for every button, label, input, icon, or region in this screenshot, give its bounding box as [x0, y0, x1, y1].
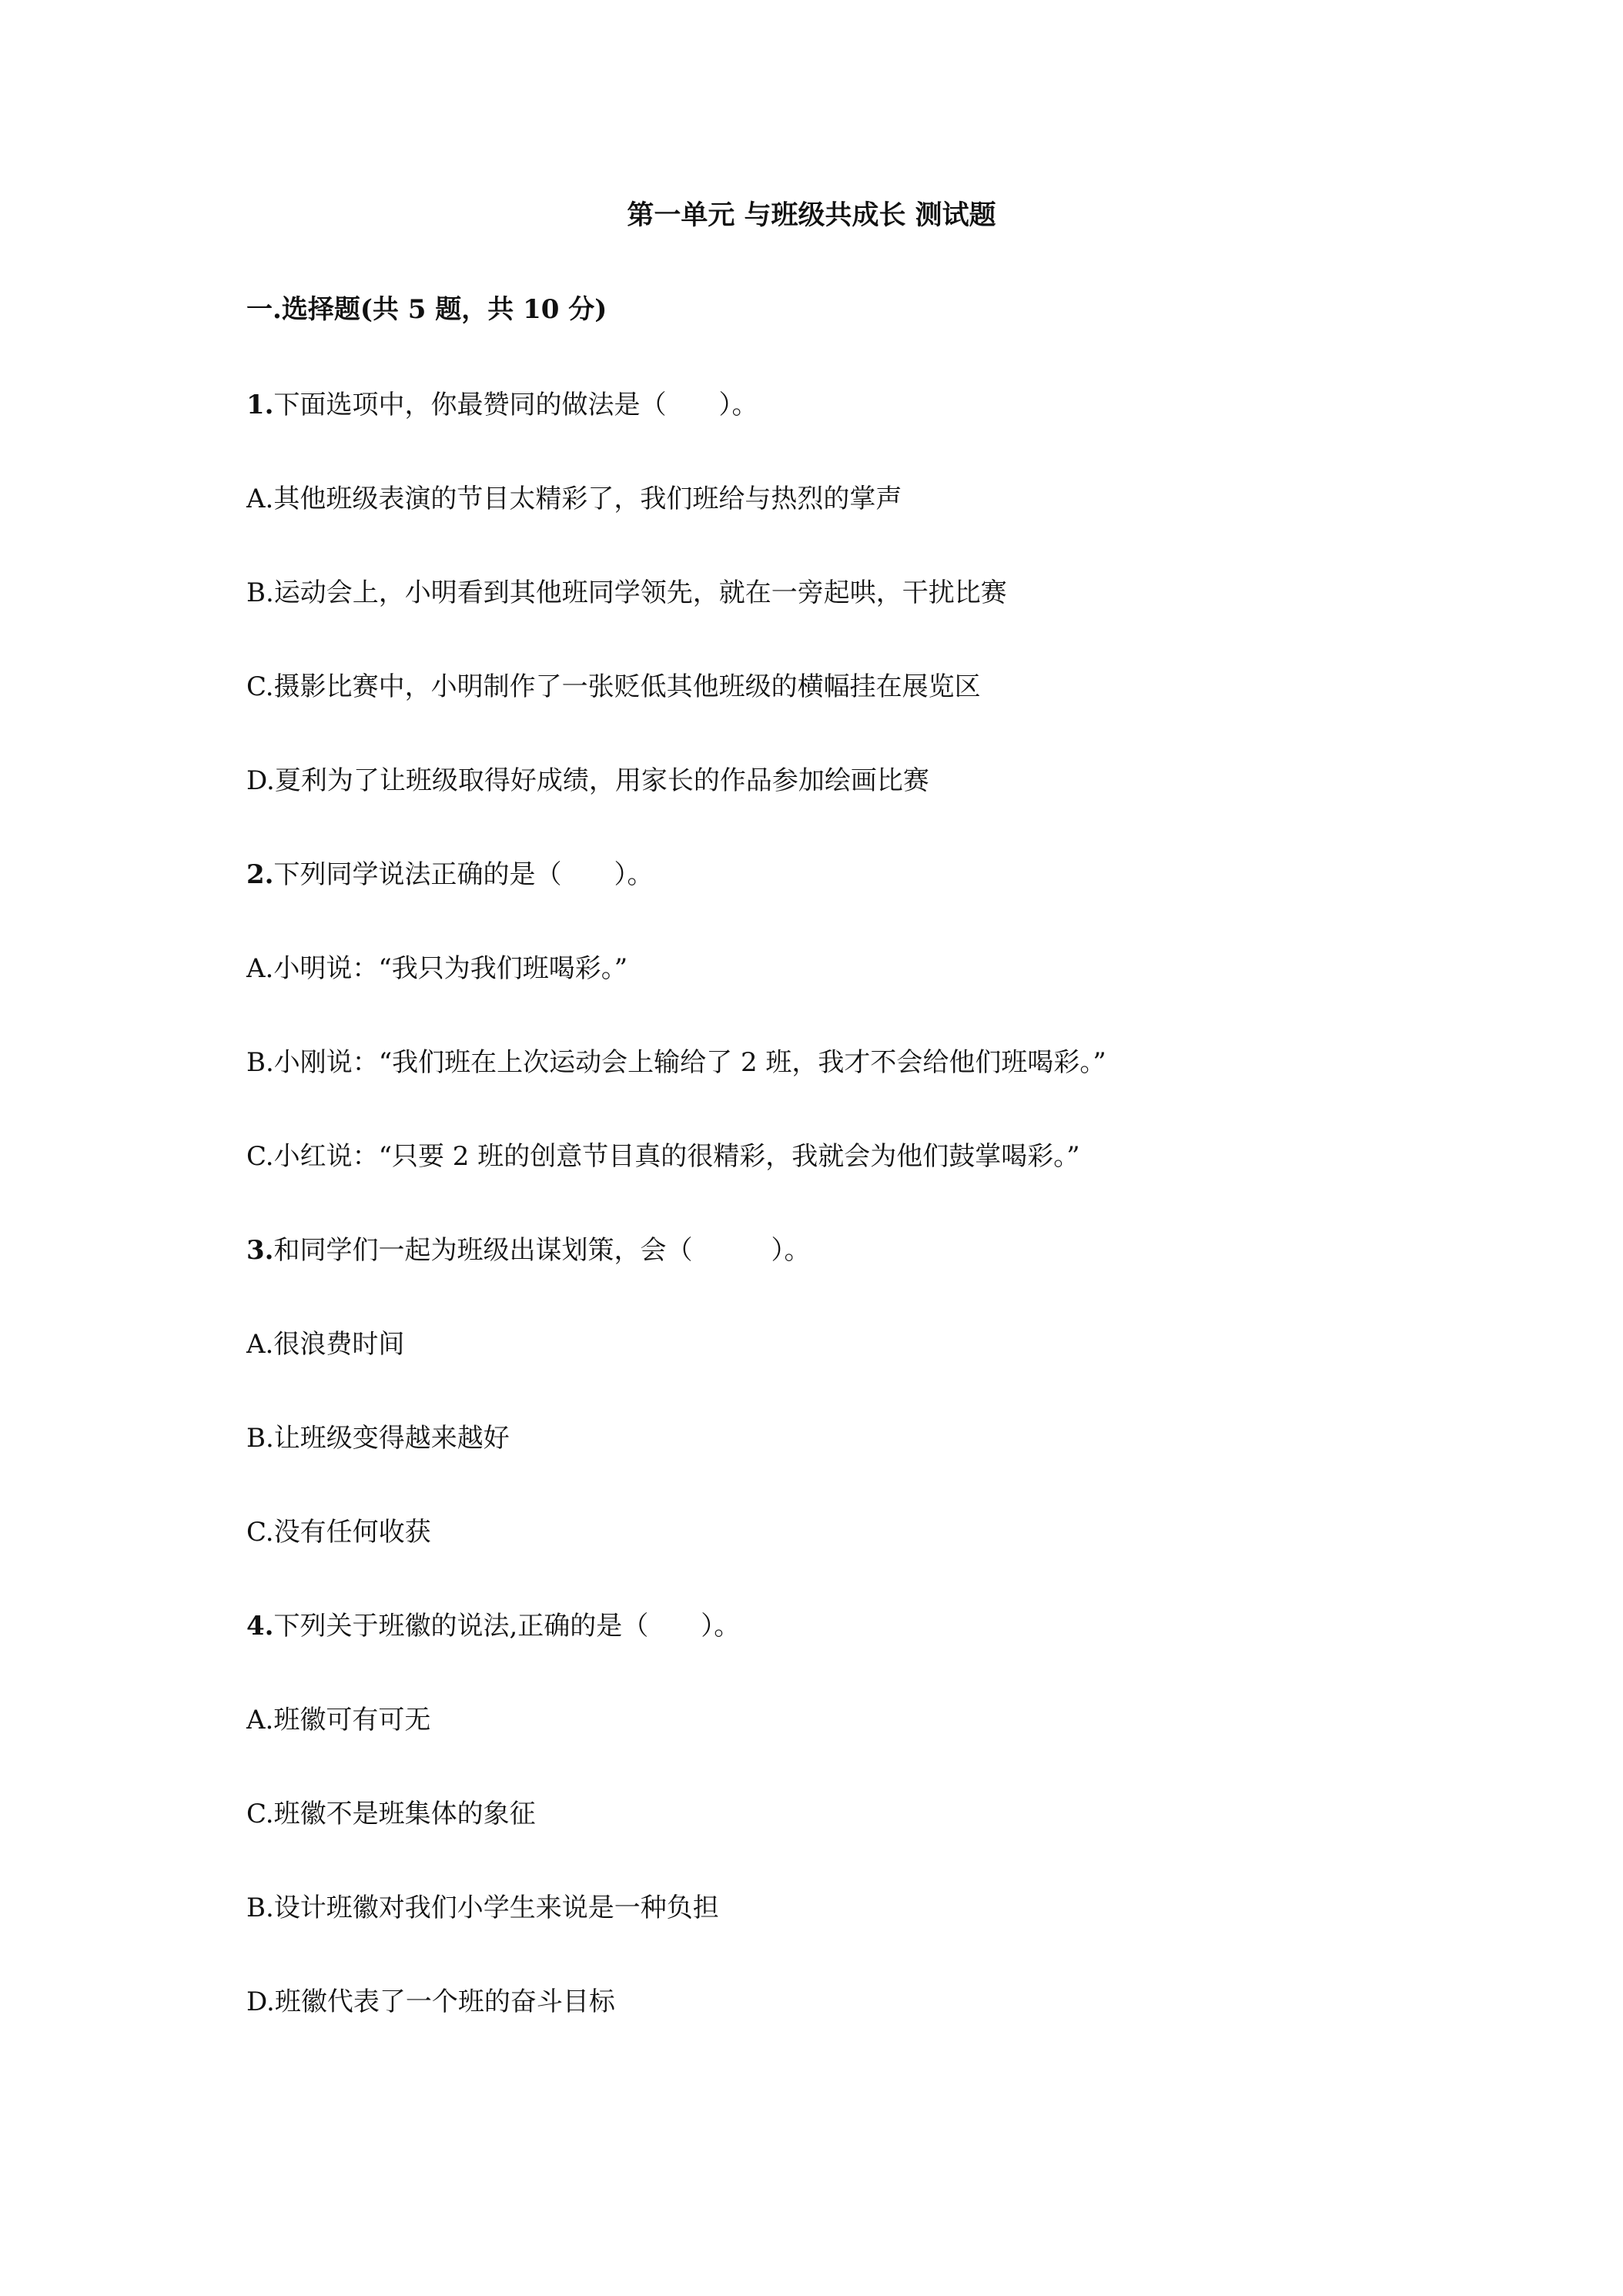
question-2-option-c: C.小红说：“只要 2 班的创意节目真的很精彩，我就会为他们鼓掌喝彩。”: [246, 1141, 1080, 1172]
question-4-option-d: D.班徽代表了一个班的奋斗目标: [246, 1986, 615, 2017]
question-3: [246, 1233, 811, 1267]
question-1-option-d: D.夏利为了让班级取得好成绩，用家长的作品参加绘画比赛: [246, 765, 929, 796]
question-1-option-a: A.其他班级表演的节目太精彩了，我们班给与热烈的掌声: [246, 484, 902, 514]
question-text: 下列同学说法正确的是（ ）。: [273, 859, 654, 890]
question-4: [246, 1609, 740, 1643]
question-number: 3.: [246, 1235, 274, 1266]
question-text: 下面选项中，你最赞同的做法是（ ）。: [273, 390, 758, 420]
question-number: 1.: [246, 390, 274, 420]
question-2-option-a: A.小明说：“我只为我们班喝彩。”: [246, 953, 628, 984]
question-3-option-b: B.让班级变得越来越好: [246, 1423, 510, 1454]
section-heading: 一.选择题(共 5 题，共 10 分): [246, 294, 607, 325]
question-number: 2.: [246, 859, 274, 890]
question-number: 4.: [246, 1611, 274, 1642]
question-4-option-a: A.班徽可有可无: [246, 1705, 431, 1735]
question-1-option-b: B.运动会上，小明看到其他班同学领先，就在一旁起哄，干扰比赛: [246, 577, 1007, 608]
question-4-option-c: C.班徽不是班集体的象征: [246, 1799, 536, 1829]
question-text: 下列关于班徽的说法,正确的是（ ）。: [273, 1611, 741, 1642]
question-2-option-b: B.小刚说：“我们班在上次运动会上输给了 2 班，我才不会给他们班喝彩。”: [246, 1047, 1106, 1078]
question-3-option-c: C.没有任何收获: [246, 1517, 431, 1548]
question-1: [246, 388, 758, 422]
question-4-option-b: B.设计班徽对我们小学生来说是一种负担: [246, 1893, 719, 1923]
question-1-option-c: C.摄影比赛中，小明制作了一张贬低其他班级的横幅挂在展览区: [246, 671, 981, 702]
page-title: 第一单元 与班级共成长 测试题: [627, 199, 996, 231]
question-text: 和同学们一起为班级出谋划策，会（ ）。: [273, 1235, 811, 1266]
question-3-option-a: A.很浪费时间: [246, 1329, 405, 1360]
question-2: [246, 858, 654, 892]
